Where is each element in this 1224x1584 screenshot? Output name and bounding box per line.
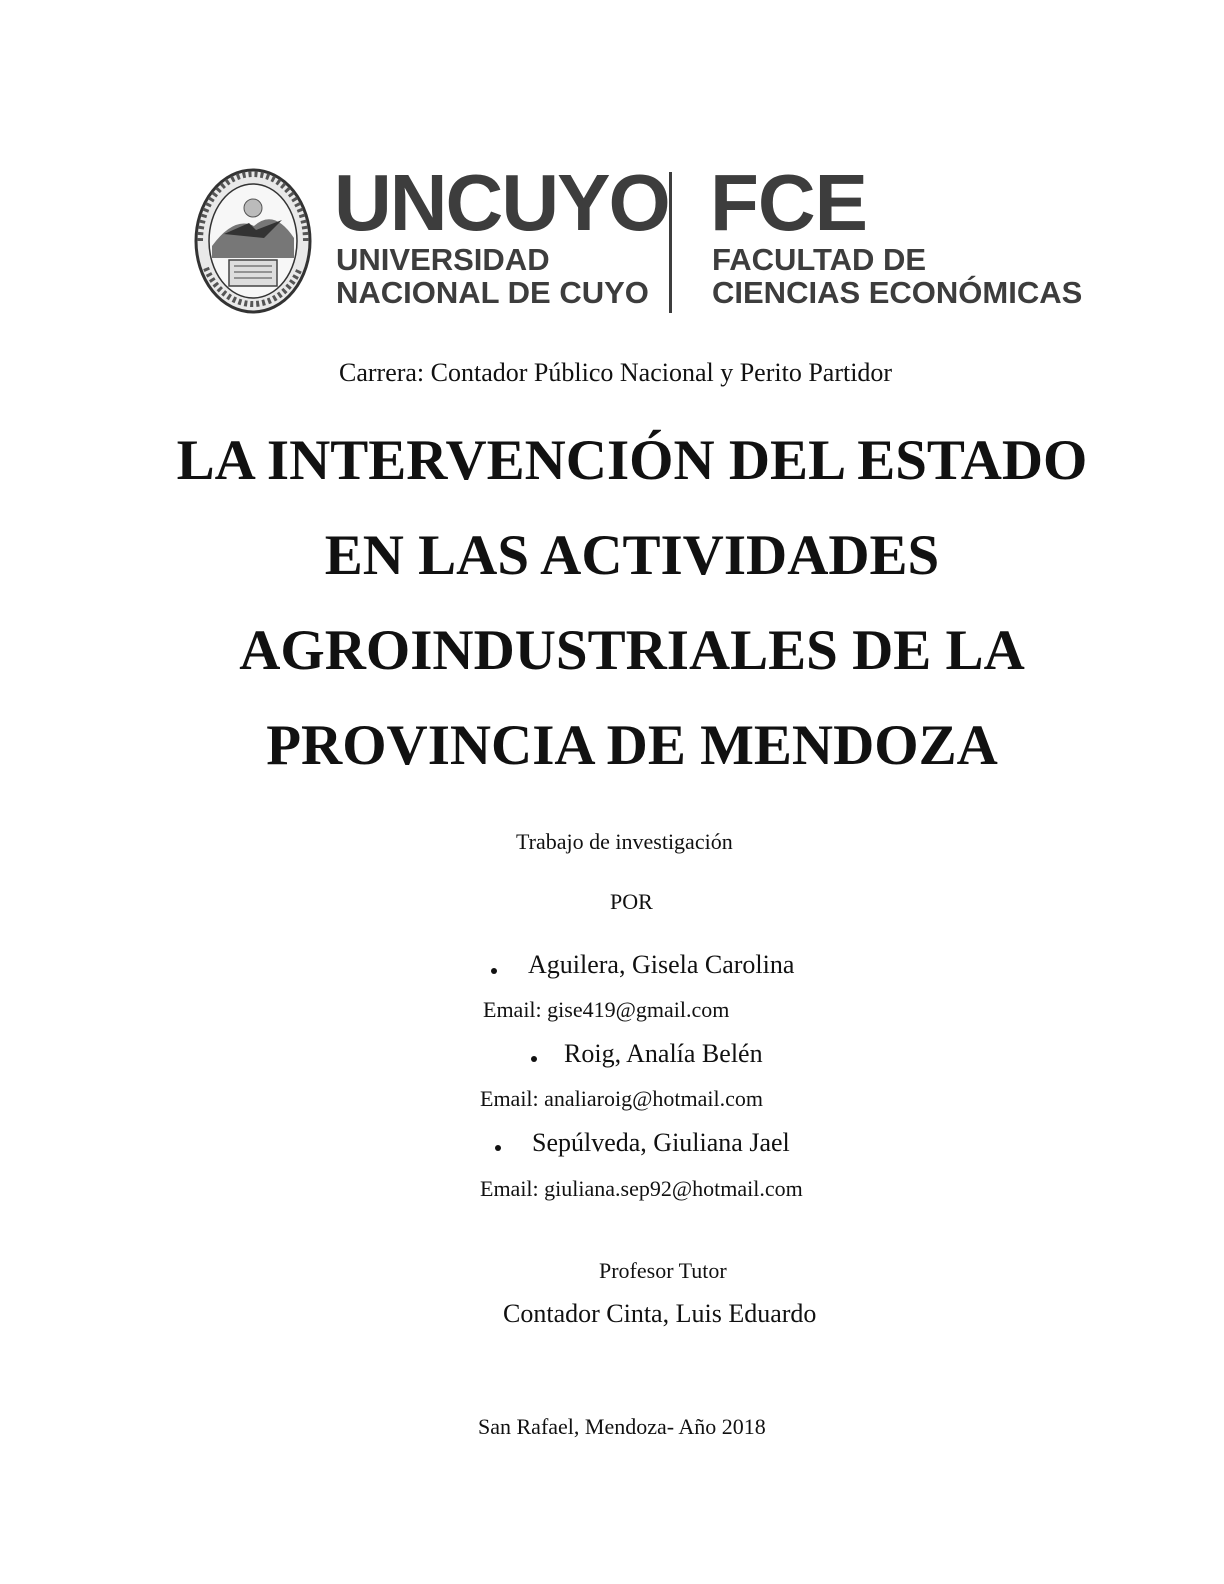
title-line-3: AGROINDUSTRIALES DE LA <box>239 619 1025 682</box>
title-line-2: EN LAS ACTIVIDADES <box>324 524 940 587</box>
author-email: Email: analiaroig@hotmail.com <box>480 1086 763 1111</box>
tutor-name: Contador Cinta, Luis Eduardo <box>503 1299 817 1328</box>
brand-logo-text: UNCUYO <box>334 158 669 247</box>
author-name: Sepúlveda, Giuliana Jael <box>532 1128 790 1157</box>
place-date: San Rafael, Mendoza- Año 2018 <box>478 1414 766 1439</box>
logo-divider <box>669 172 672 313</box>
faculty-name-line1: FACULTAD DE <box>712 242 927 277</box>
bullet-icon <box>495 1145 501 1151</box>
university-name-line2: NACIONAL DE CUYO <box>336 275 649 310</box>
bullet-icon <box>531 1056 537 1062</box>
author-name: Aguilera, Gisela Carolina <box>528 950 795 979</box>
author-email: Email: giuliana.sep92@hotmail.com <box>480 1176 803 1201</box>
faculty-name-line2: CIENCIAS ECONÓMICAS <box>712 275 1083 310</box>
author-email: Email: gise419@gmail.com <box>483 997 730 1022</box>
tutor-label: Profesor Tutor <box>599 1258 727 1283</box>
faculty-logo-text: FCE <box>710 158 867 247</box>
career-line: Carrera: Contador Público Nacional y Perito Partidor <box>339 358 893 387</box>
university-name-line1: UNIVERSIDAD <box>336 242 550 277</box>
title-line-4: PROVINCIA DE MENDOZA <box>266 714 998 777</box>
bullet-icon <box>491 968 497 974</box>
title-line-1: LA INTERVENCIÓN DEL ESTADO <box>176 429 1088 492</box>
work-type: Trabajo de investigación <box>516 829 733 854</box>
university-seal-icon <box>194 168 312 314</box>
by-label: POR <box>610 889 653 914</box>
author-name: Roig, Analía Belén <box>564 1039 763 1068</box>
